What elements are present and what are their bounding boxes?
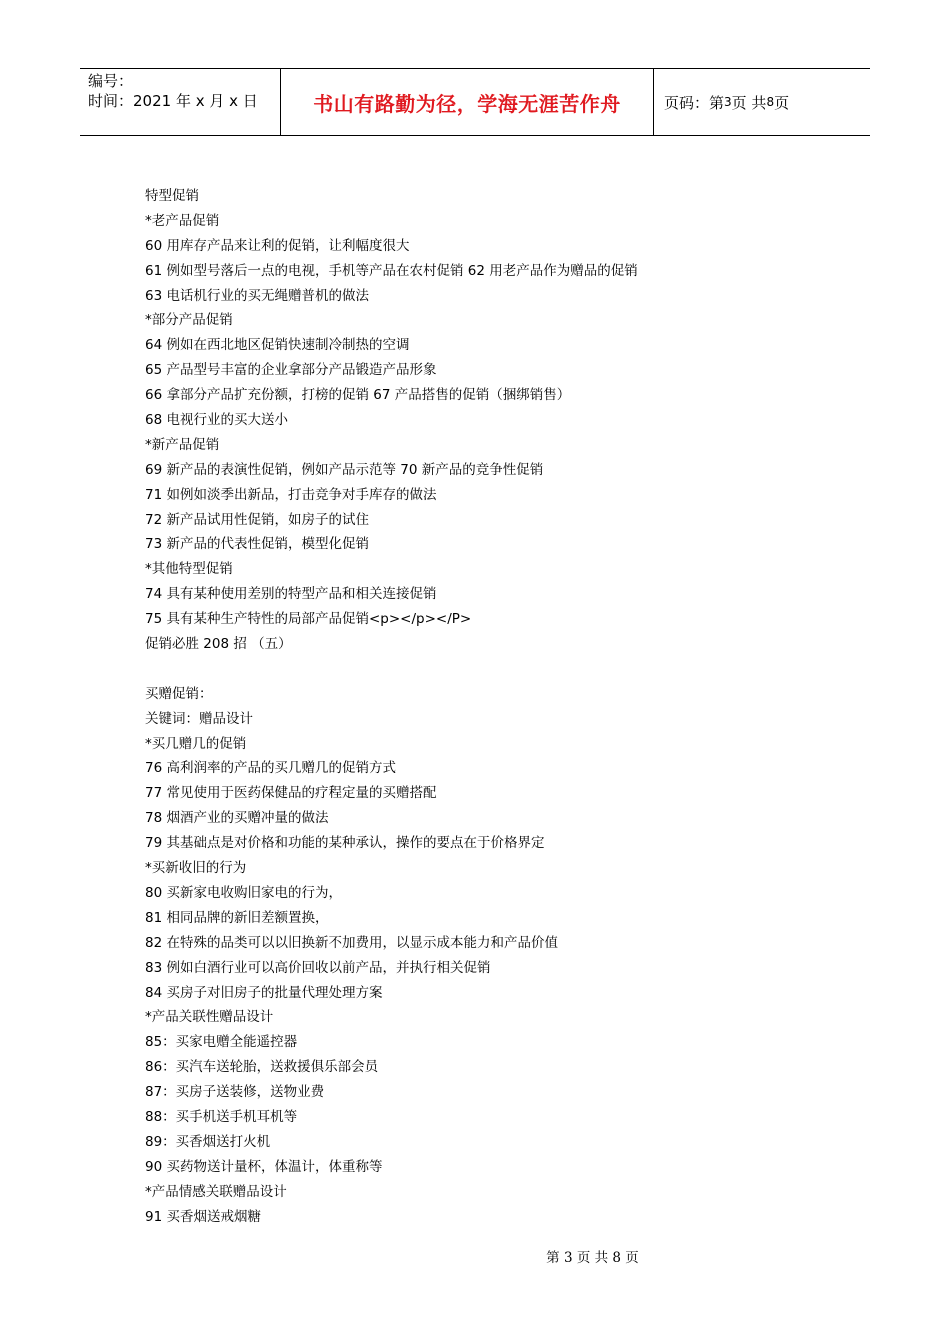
text-line: 关键词：赠品设计: [145, 710, 253, 727]
text-line: *部分产品促销: [145, 312, 233, 329]
text-line: 85：买家电赠全能遥控器: [145, 1034, 298, 1051]
text-line: 63 电话机行业的买无绳赠普机的做法: [145, 287, 369, 304]
header-motto-cell: [281, 69, 654, 135]
text-line: *产品关联性赠品设计: [145, 1009, 274, 1026]
text-line: 80 买新家电收购旧家电的行为，: [145, 884, 342, 901]
text-line: 76 高利润率的产品的买几赠几的促销方式: [145, 760, 396, 777]
text-line: 64 例如在西北地区促销快速制冷制热的空调: [145, 337, 410, 354]
header-motto: 书山有路勤为径，学海无涯苦作舟: [313, 91, 621, 116]
text-line: 75 具有某种生产特性的局部产品促销<p></p></P>: [145, 611, 472, 628]
text-line: *新产品促销: [145, 436, 220, 453]
text-line: *老产品促销: [145, 212, 220, 229]
text-line: 特型促销: [145, 188, 199, 204]
document-number-label: 编号：: [88, 72, 134, 90]
text-line: *买新收旧的行为: [145, 860, 247, 877]
text-line: *买几赠几的促销: [145, 735, 247, 752]
page-suffix: 页: [774, 93, 790, 112]
text-line: 89：买香烟送打火机: [145, 1133, 271, 1150]
text-line: 79 其基础点是对价格和功能的某种承认，操作的要点在于价格界定: [145, 835, 545, 852]
text-line: 60 用库存产品来让利的促销，让利幅度很大: [145, 237, 410, 254]
text-line: 83 例如白酒行业可以高价回收以前产品，并执行相关促销: [145, 959, 491, 976]
text-line: 78 烟酒产业的买赠冲量的做法: [145, 810, 329, 827]
text-line: 74 具有某种使用差别的特型产品和相关连接促销: [145, 586, 437, 603]
text-line: 65 产品型号丰富的企业拿部分产品锻造产品形象: [145, 362, 437, 379]
text-line: 77 常见使用于医药保健品的疗程定量的买赠搭配: [145, 785, 437, 802]
header-meta: [80, 69, 281, 135]
text-line: 72 新产品试用性促销，如房子的试住: [145, 511, 369, 528]
text-line: 69 新产品的表演性促销，例如产品示范等 70 新产品的竞争性促销: [145, 461, 544, 478]
text-line: 66 拿部分产品扩充份额，打榜的促销 67 产品搭售的促销（捆绑销售）: [145, 387, 571, 404]
text-line: 90 买药物送计量杯，体温计，体重称等: [145, 1158, 383, 1175]
text-line: 73 新产品的代表性促销，模型化促销: [145, 536, 369, 553]
text-line: 91 买香烟送戒烟糖: [145, 1208, 261, 1225]
page-prefix: 页码：第: [664, 93, 725, 112]
text-line: 61 例如型号落后一点的电视，手机等产品在农村促销 62 用老产品作为赠品的促销: [145, 262, 638, 279]
text-line: 81 相同品牌的新旧差额置换，: [145, 909, 329, 926]
header-page-indicator: [654, 69, 870, 135]
text-line: 71 如例如淡季出新品，打击竞争对手库存的做法: [145, 486, 437, 503]
page-footer: 第 3 页 共 8 页: [546, 1250, 639, 1266]
text-line: *产品情感关联赠品设计: [145, 1183, 287, 1200]
text-line: 84 买房子对旧房子的批量代理处理方案: [145, 984, 383, 1001]
page-mid: 页 共: [731, 93, 767, 112]
text-line: 87：买房子送装修，送物业费: [145, 1084, 325, 1101]
text-line: *其他特型促销: [145, 561, 233, 578]
text-line: 买赠促销：: [145, 685, 213, 702]
text-line: 68 电视行业的买大送小: [145, 412, 288, 429]
text-line: 促销必胜 208 招 （五）: [145, 636, 292, 653]
text-line: 88：买手机送手机耳机等: [145, 1108, 298, 1125]
text-line: 86：买汽车送轮胎，送救援俱乐部会员: [145, 1059, 379, 1076]
page-header: [80, 68, 870, 136]
document-body: [145, 184, 845, 1229]
page-total: 8: [766, 95, 775, 109]
document-time: 时间：2021 年 x 月 x 日: [88, 92, 258, 110]
blank-line: [145, 657, 845, 682]
text-line: 82 在特殊的品类可以以旧换新不加费用，以显示成本能力和产品价值: [145, 934, 558, 951]
page-current: 3: [724, 95, 732, 109]
